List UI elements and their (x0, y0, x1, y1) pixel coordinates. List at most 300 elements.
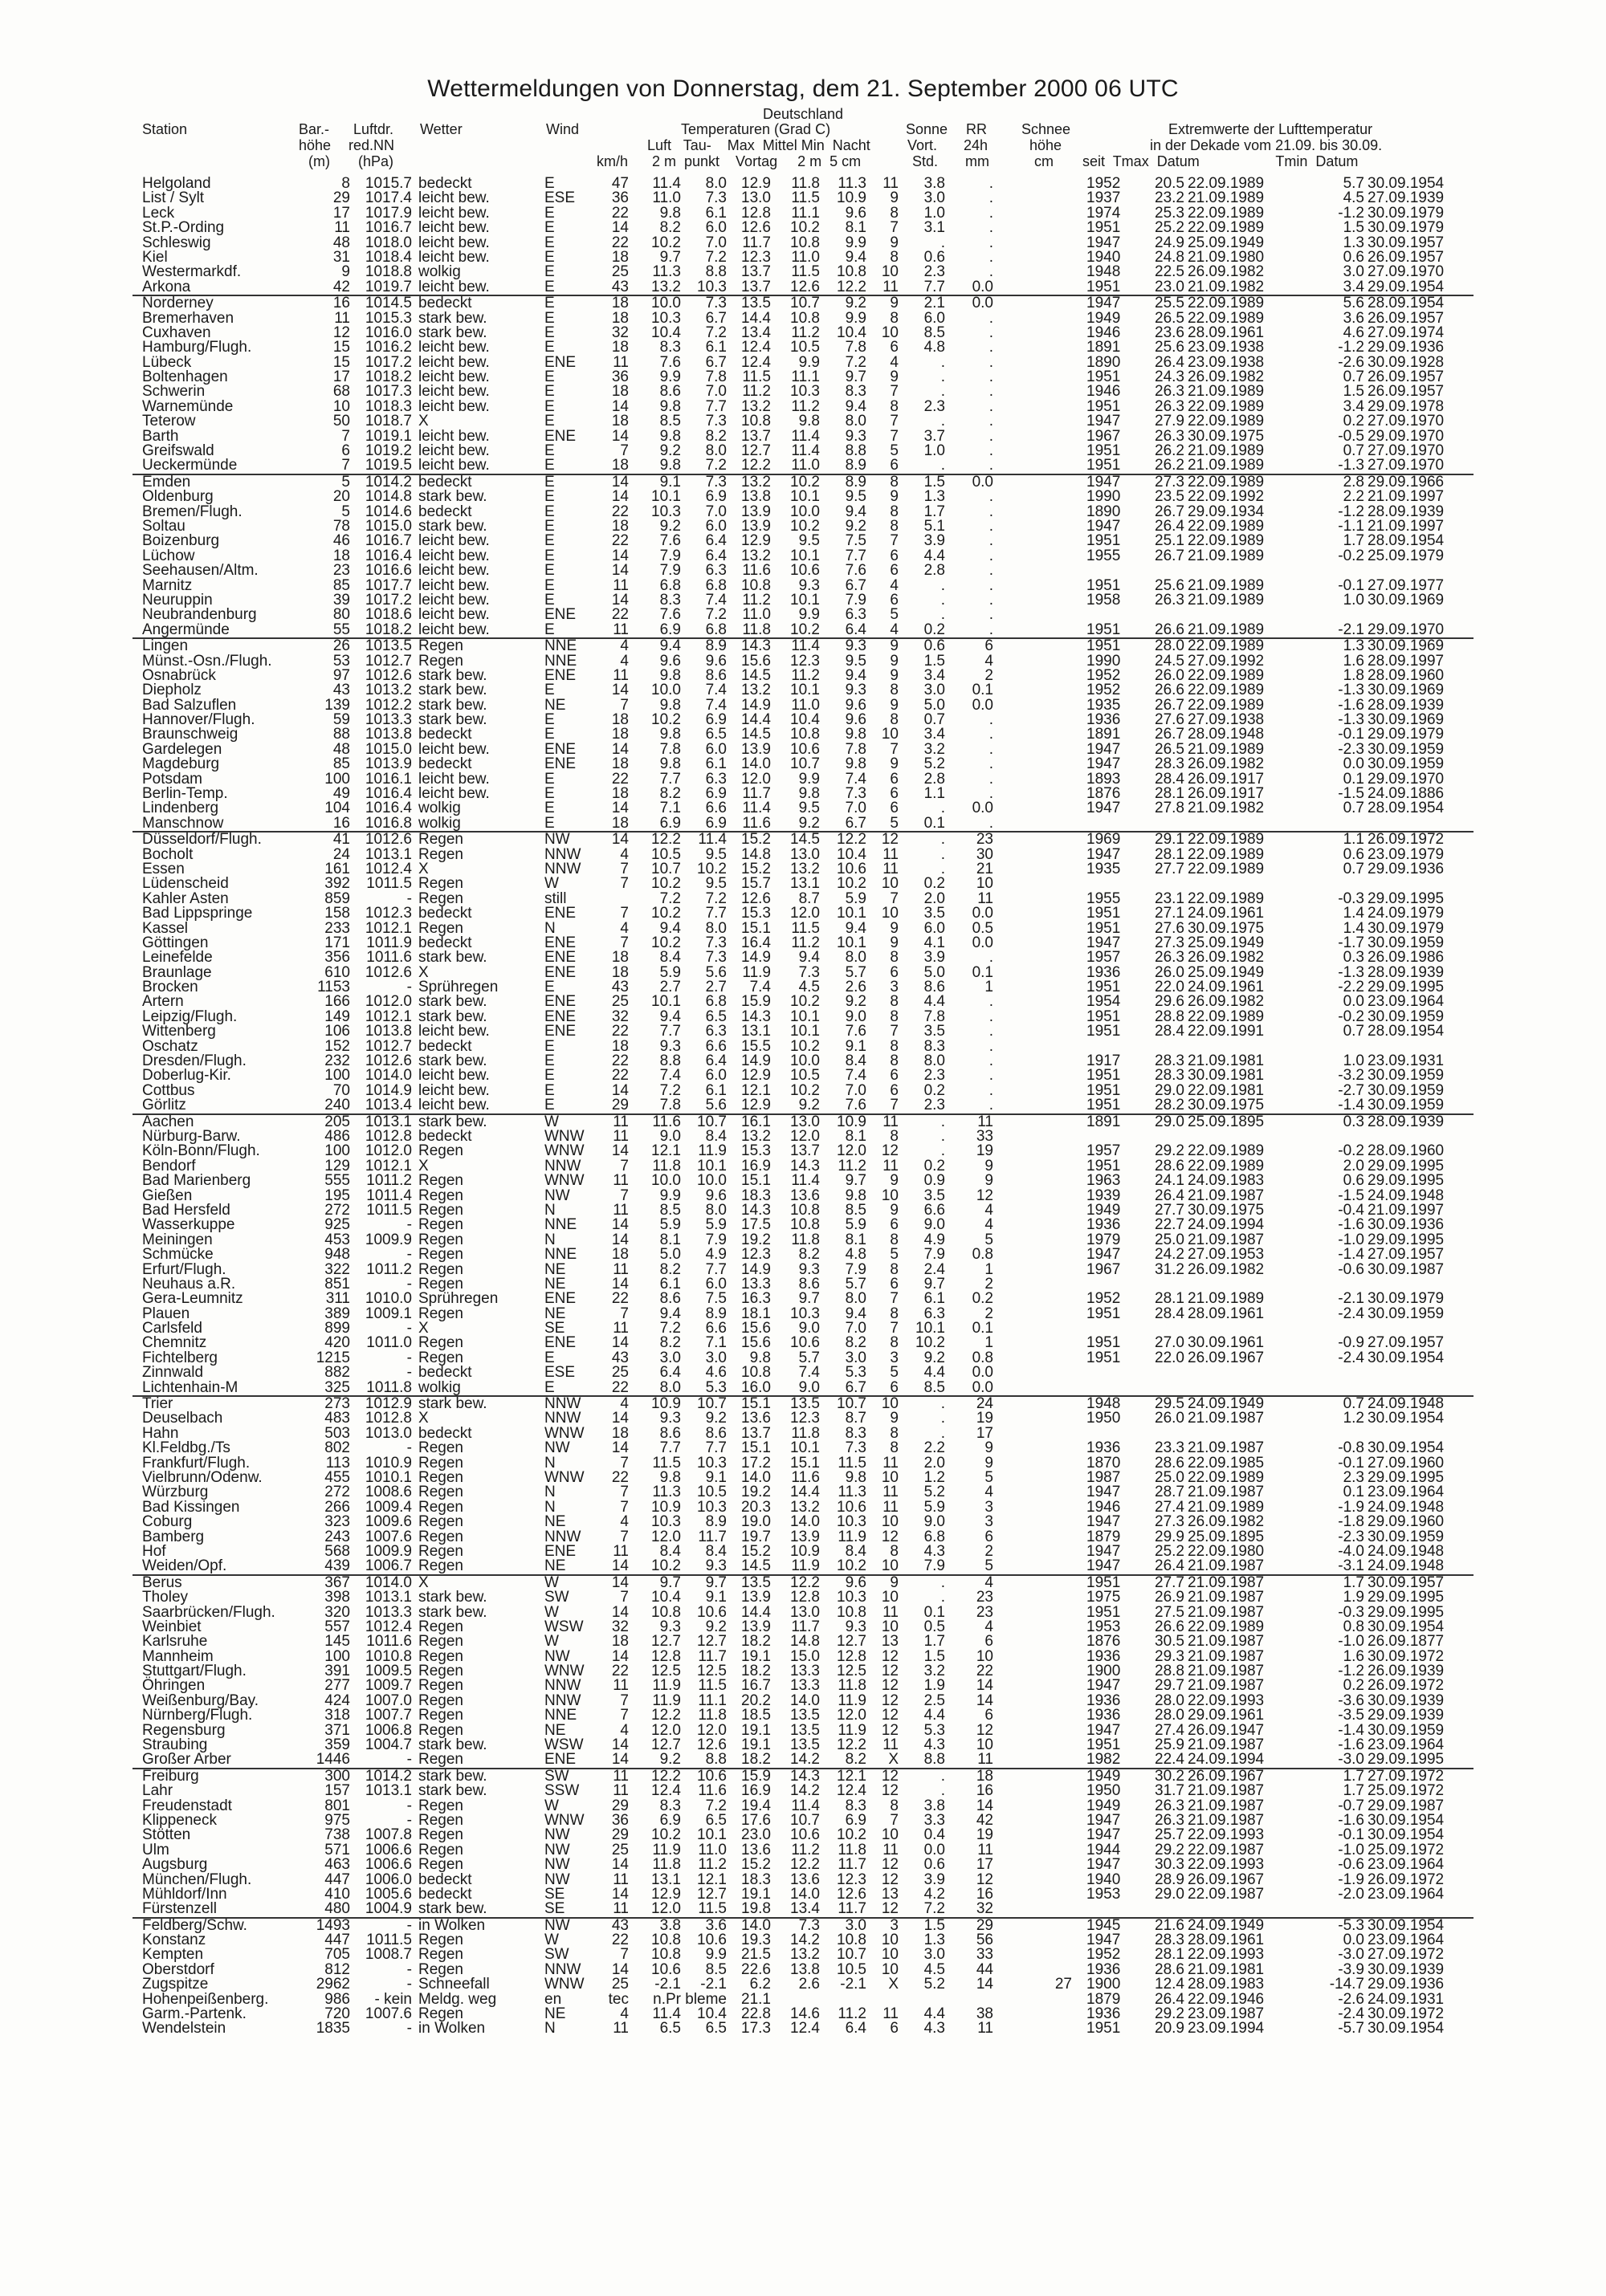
station-height: 11 (334, 309, 350, 327)
wind-speed: 18 (611, 413, 629, 430)
max-temp: 13.9 (741, 1589, 771, 1606)
air-temp: 12.8 (651, 1647, 681, 1665)
header-rr-2: 24h (964, 137, 988, 153)
tmin-record: 1.7 (1343, 1767, 1364, 1785)
night-temp-5cm: 6 (890, 1378, 899, 1396)
tmax-record: 29.2 (1155, 1142, 1184, 1160)
record-since: 1947 (1086, 1721, 1121, 1739)
pressure: 1013.1 (365, 1782, 412, 1800)
air-temp: 9.8 (659, 666, 681, 684)
pressure: 1018.2 (365, 368, 412, 386)
record-since: 1870 (1086, 1454, 1121, 1472)
tmax-date: 22.09.1989 (1188, 1142, 1265, 1160)
max-temp: 13.9 (741, 517, 771, 535)
record-since: 1893 (1086, 770, 1121, 788)
pressure: 1019.1 (365, 427, 412, 445)
station-name: Trier (142, 1395, 173, 1413)
precipitation-24h: 0.0 (972, 473, 993, 491)
sunshine-hours: 5.9 (923, 1498, 945, 1516)
precipitation-24h: 0.0 (972, 696, 993, 714)
precipitation-24h: 14 (976, 1797, 993, 1814)
pressure: 1016.8 (365, 814, 412, 832)
tmin-date: 29.09.1960 (1368, 1513, 1445, 1531)
pressure: 1013.2 (365, 682, 412, 699)
night-temp-5cm: 9 (890, 696, 899, 714)
min-temp: 12.8 (837, 1647, 866, 1665)
snow-depth: 27 (1054, 1976, 1072, 1993)
tmin-record: 0.7 (1343, 368, 1364, 386)
dew-point: 8.5 (705, 1960, 727, 1978)
night-temp-5cm: 9 (890, 1172, 899, 1190)
min-temp: 12.0 (837, 1142, 866, 1160)
dew-point: 7.2 (705, 889, 727, 907)
air-temp: 13.1 (651, 1871, 681, 1888)
weather: Regen (418, 1946, 463, 1964)
max-temp: 14.4 (741, 309, 771, 327)
precipitation-24h: 6 (984, 637, 993, 655)
wind-direction: E (544, 219, 555, 237)
tmin-record: -3.0 (1338, 1751, 1364, 1769)
station-name: Leck (142, 204, 175, 222)
precipitation-24h: 0.5 (972, 919, 993, 937)
sunshine-hours: 2.4 (923, 1260, 945, 1278)
tmin-date: 30.09.1939 (1368, 1691, 1445, 1709)
precipitation-24h: . (988, 413, 993, 430)
station-name: Arkona (142, 278, 191, 295)
pressure: 1018.6 (365, 606, 412, 624)
min-temp: 9.9 (845, 234, 866, 251)
night-temp-5cm: 3 (890, 1349, 899, 1366)
air-temp: 10.0 (651, 682, 681, 699)
mean-temp: 10.0 (790, 503, 820, 520)
wind-speed: 18 (611, 755, 629, 773)
header-temp-cols-2: 2 m punkt Vortag 2 m 5 cm (652, 153, 862, 169)
dew-point: 7.2 (705, 606, 727, 624)
tmax-record: 26.7 (1155, 503, 1184, 520)
sunshine-hours: 4.1 (923, 934, 945, 951)
wind-speed: 7 (620, 1589, 629, 1606)
pressure: 1011.0 (366, 1334, 412, 1352)
tmin-date: 24.09.1948 (1368, 1557, 1445, 1575)
sunshine-hours: 3.9 (923, 1871, 945, 1888)
record-since: 1937 (1086, 189, 1121, 207)
dew-point: 7.1 (705, 1334, 727, 1352)
station-name: Plauen (142, 1305, 190, 1322)
weather: leicht bew. (418, 204, 490, 222)
wind-direction: NW (544, 1856, 570, 1874)
station-name: Hohenpeißenberg. (142, 1990, 269, 2008)
air-temp: 8.2 (659, 785, 681, 803)
dew-point: 10.3 (697, 278, 727, 295)
dew-point: 6.3 (705, 562, 727, 580)
wind-direction: W (544, 1603, 559, 1621)
station-name: Carlsfeld (142, 1320, 202, 1337)
tmin-record: -0.2 (1338, 547, 1364, 564)
precipitation-24h: 18 (976, 1767, 993, 1785)
tmax-record: 30.5 (1155, 1633, 1184, 1651)
tmax-date: 22.09.1989 (1188, 1008, 1265, 1025)
tmin-record: -0.1 (1338, 576, 1364, 594)
sunshine-hours: 1.0 (923, 442, 945, 460)
station-name: Hannover/Flugh. (142, 711, 255, 729)
max-temp: 12.9 (741, 1097, 771, 1114)
dew-point: 6.7 (705, 353, 727, 371)
mean-temp: 9.7 (798, 1290, 820, 1308)
header-extremes: Extremwerte der Lufttemperatur (1168, 121, 1373, 137)
station-height: 948 (324, 1246, 350, 1264)
max-temp: 15.3 (741, 905, 771, 922)
max-temp: 14.4 (741, 1603, 771, 1621)
station-name: Neubrandenburg (142, 606, 257, 624)
station-height: 166 (324, 993, 350, 1011)
air-temp: 9.2 (659, 517, 681, 535)
tmin-date: 29.09.1966 (1368, 473, 1445, 491)
tmin-date: 30.09.1959 (1368, 1528, 1445, 1545)
table-row (132, 1113, 1474, 1130)
station-name: Artern (142, 993, 184, 1011)
tmax-record: 26.3 (1155, 1797, 1184, 1814)
tmax-record: 27.4 (1155, 1498, 1184, 1516)
wind-direction: ESE (544, 189, 576, 207)
night-temp-5cm: 9 (890, 919, 899, 937)
sunshine-hours: 8.6 (923, 979, 945, 996)
record-since: 1951 (1086, 1736, 1121, 1754)
header-temp-cols: Luft Tau- Max Mittel Min Nacht (647, 137, 870, 153)
tmax-record: 24.5 (1155, 652, 1184, 670)
tmax-record: 22.7 (1155, 1216, 1184, 1234)
precipitation-24h: 0.1 (972, 963, 993, 981)
station-name: Dresden/Flugh. (142, 1052, 247, 1070)
table-row (132, 1634, 1474, 1649)
max-temp: 14.5 (741, 1557, 771, 1575)
dew-point: 6.3 (705, 770, 727, 788)
air-temp: 9.8 (659, 696, 681, 714)
tmin-record: -3.1 (1338, 1557, 1364, 1575)
wind-speed: 25 (611, 1841, 629, 1858)
station-name: Gera-Leumnitz (142, 1290, 243, 1308)
min-temp: 7.0 (845, 800, 866, 817)
wind-direction: E (544, 979, 555, 996)
weather: Regen (418, 1231, 463, 1248)
night-temp-5cm: 4 (890, 576, 899, 594)
record-since: 1947 (1086, 1246, 1121, 1264)
table-row (132, 1828, 1474, 1842)
precipitation-24h: 0.0 (972, 295, 993, 312)
record-since: 1879 (1086, 1990, 1121, 2008)
dew-point: 7.2 (705, 324, 727, 341)
night-temp-5cm: 6 (890, 1275, 899, 1293)
station-name: Zinnwald (142, 1364, 204, 1382)
precipitation-24h: 12 (976, 1871, 993, 1888)
night-temp-5cm: 12 (881, 1900, 899, 1918)
record-since: 1951 (1086, 1067, 1121, 1085)
tmax-record: 28.2 (1155, 1097, 1184, 1114)
max-temp: 13.7 (741, 278, 771, 295)
station-height: 851 (324, 1275, 350, 1293)
night-temp-5cm: 8 (890, 1305, 899, 1322)
min-temp: 12.4 (837, 1782, 866, 1800)
wind-speed: 4 (620, 652, 629, 670)
weather: bedeckt (418, 1885, 472, 1903)
min-temp: 9.5 (845, 652, 866, 670)
max-temp: 19.1 (741, 1736, 771, 1754)
station-height: 88 (332, 726, 350, 743)
air-temp: 10.8 (651, 1946, 681, 1964)
precipitation-24h: 4 (984, 1216, 993, 1234)
table-row (132, 1515, 1474, 1529)
sunshine-hours: . (940, 576, 945, 594)
precipitation-24h: . (988, 353, 993, 371)
max-temp: 18.1 (741, 1305, 771, 1322)
wind-direction: still (544, 889, 567, 907)
max-temp: 13.5 (741, 295, 771, 312)
wind-direction: en (544, 1990, 562, 2008)
night-temp-5cm: 10 (881, 1513, 899, 1531)
dew-point: 10.0 (697, 1172, 727, 1190)
weather: Sprühregen (418, 1290, 499, 1308)
weather: Regen (418, 1439, 463, 1457)
sunshine-hours: 3.4 (923, 666, 945, 684)
station-name: Öhringen (142, 1677, 206, 1695)
precipitation-24h: . (988, 621, 993, 638)
mean-temp: 11.5 (791, 919, 820, 937)
dew-point: 9.6 (705, 652, 727, 670)
weather: bedeckt (418, 295, 472, 312)
precipitation-24h: 5 (984, 1557, 993, 1575)
pressure: 1012.0 (365, 1142, 412, 1160)
tmin-date: 23.09.1979 (1368, 845, 1445, 863)
mean-temp: 9.2 (798, 814, 820, 832)
precipitation-24h: 23 (976, 1603, 993, 1621)
table-row (132, 474, 1474, 490)
dew-point: 7.3 (705, 949, 727, 967)
wind-direction: NNW (544, 1395, 581, 1413)
tmax-date: 30.09.1975 (1188, 919, 1265, 937)
max-temp: 13.9 (741, 1618, 771, 1635)
tmin-date: 29.09.1995 (1368, 1172, 1445, 1190)
station-height: 323 (324, 1513, 350, 1531)
air-temp: 7.9 (659, 547, 681, 564)
max-temp: 16.7 (741, 1677, 771, 1695)
wind-direction: ESE (544, 1364, 576, 1382)
wind-direction: NNE (544, 1246, 577, 1264)
air-temp: 9.9 (659, 1187, 681, 1204)
pressure: 1011.8 (366, 1378, 412, 1396)
max-temp: 14.5 (741, 726, 771, 743)
mean-temp: 11.4 (791, 1797, 820, 1814)
min-temp: 11.8 (838, 1841, 866, 1858)
station-height: 9 (341, 263, 350, 281)
tmin-record: 3.6 (1343, 309, 1364, 327)
table-row (132, 564, 1474, 578)
max-temp: 13.5 (741, 1573, 771, 1591)
weather: Regen (418, 1260, 463, 1278)
dew-point: 11.5 (698, 1900, 727, 1918)
tmin-date: 28.09.1997 (1368, 652, 1445, 670)
sunshine-hours: 3.8 (923, 1797, 945, 1814)
precipitation-24h: 14 (976, 1976, 993, 1993)
precipitation-24h: . (988, 324, 993, 341)
tmin-date: 30.09.1972 (1368, 2005, 1445, 2023)
mean-temp: 7.4 (798, 1364, 820, 1382)
weather: Regen (418, 1797, 463, 1814)
tmin-record: -4.0 (1338, 1542, 1364, 1560)
tmin-date: 28.09.1939 (1368, 696, 1445, 714)
tmin-record: -1.3 (1338, 682, 1364, 699)
record-since: 1950 (1086, 1410, 1121, 1427)
dew-point: 11.1 (698, 1691, 727, 1709)
station-name: Barth (142, 427, 179, 445)
air-temp: 7.4 (659, 1067, 681, 1085)
tmax-record: 28.3 (1155, 1932, 1184, 1949)
sunshine-hours: 0.5 (923, 1618, 945, 1635)
mean-temp: 9.5 (798, 532, 820, 550)
dew-point: 9.5 (705, 845, 727, 863)
dew-point: 7.2 (705, 248, 727, 266)
dew-point: 7.3 (705, 473, 727, 491)
station-height: 100 (324, 770, 350, 788)
wind-speed: 14 (611, 591, 629, 609)
night-temp-5cm: 8 (890, 1260, 899, 1278)
max-temp: 15.3 (741, 1142, 771, 1160)
precipitation-24h: . (988, 339, 993, 356)
tmax-record: 28.0 (1155, 1707, 1184, 1724)
station-height: 391 (324, 1663, 350, 1680)
min-temp: 11.3 (838, 175, 866, 192)
air-temp: 12.0 (651, 1528, 681, 1545)
min-temp: 8.9 (845, 457, 866, 474)
tmin-record: 0.7 (1343, 1023, 1364, 1040)
precipitation-24h: 16 (976, 1885, 993, 1903)
record-since: 1954 (1086, 993, 1121, 1011)
min-temp: 9.6 (845, 696, 866, 714)
tmax-record: 28.0 (1155, 1691, 1184, 1709)
station-name: Fürstenzell (142, 1900, 217, 1918)
header-bar-2: höhe (299, 137, 332, 153)
sunshine-hours: 2.3 (923, 1097, 945, 1114)
tmin-record: -1.0 (1338, 1841, 1364, 1858)
table-row (132, 816, 1474, 831)
tmin-record: -0.1 (1338, 726, 1364, 743)
station-height: 882 (324, 1364, 350, 1382)
station-height: 10 (332, 397, 350, 415)
precipitation-24h: . (988, 234, 993, 251)
wind-direction: NE (544, 1275, 566, 1293)
precipitation-24h: . (988, 740, 993, 758)
night-temp-5cm: 8 (890, 1052, 899, 1070)
dew-point: 9.5 (705, 875, 727, 893)
wind-direction: W (544, 1573, 559, 1591)
tmax-date: 21.09.1989 (1188, 189, 1265, 207)
sunshine-hours: 3.8 (923, 175, 945, 192)
sunshine-hours: 9.7 (923, 1275, 945, 1293)
sunshine-hours: 7.8 (923, 1008, 945, 1025)
sunshine-hours: 4.4 (923, 1707, 945, 1724)
tmax-record: 28.8 (1155, 1663, 1184, 1680)
wind-direction: W (544, 1633, 559, 1651)
station-name: Hahn (142, 1424, 179, 1442)
precipitation-24h: . (988, 576, 993, 594)
night-temp-5cm: 6 (890, 591, 899, 609)
max-temp: 13.2 (741, 1128, 771, 1145)
station-name: Lüdenscheid (142, 875, 229, 893)
min-temp: 9.8 (845, 755, 866, 773)
tmax-record: 26.4 (1155, 1557, 1184, 1575)
record-since: 1951 (1086, 1305, 1121, 1322)
min-temp: 9.4 (845, 248, 866, 266)
sunshine-hours: . (940, 800, 945, 817)
wind-speed: 14 (611, 1081, 629, 1099)
table-row (132, 1024, 1474, 1039)
precipitation-24h: 6 (984, 1633, 993, 1651)
station-height: 15 (332, 353, 350, 371)
precipitation-24h: 9 (984, 1454, 993, 1472)
dew-point: 9.6 (705, 1187, 727, 1204)
night-temp-5cm: 10 (881, 1826, 899, 1844)
min-temp: 10.9 (837, 189, 866, 207)
station-height: 5 (341, 503, 350, 520)
tmax-record: 22.0 (1155, 979, 1184, 996)
wind-speed: 22 (611, 606, 629, 624)
table-row (132, 877, 1474, 891)
min-temp: 4.8 (845, 1246, 866, 1264)
mean-temp: 10.9 (790, 1542, 820, 1560)
record-since: 1949 (1086, 1797, 1121, 1814)
min-temp: 12.2 (837, 1736, 866, 1754)
wind-speed: 14 (611, 473, 629, 491)
max-temp: 17.3 (741, 2020, 771, 2037)
min-temp: 12.5 (837, 1663, 866, 1680)
tmax-date: 25.09.1949 (1188, 963, 1265, 981)
wind-direction: W (544, 1113, 559, 1130)
max-temp: 15.1 (741, 919, 771, 937)
min-temp: 12.2 (837, 831, 866, 849)
max-temp: 10.8 (741, 1364, 771, 1382)
tmin-date: 26.09.1957 (1368, 368, 1445, 386)
wind-speed: 11 (613, 621, 629, 638)
wind-direction: ENE (544, 1334, 577, 1352)
mean-temp: 11.4 (791, 1172, 820, 1190)
record-since: 1939 (1086, 1187, 1121, 1204)
pressure: 1013.5 (365, 637, 412, 655)
night-temp-5cm: 8 (890, 309, 899, 327)
max-temp: 14.0 (741, 1468, 771, 1486)
record-since: 1953 (1086, 1885, 1121, 1903)
tmax-record: 24.1 (1155, 1172, 1184, 1190)
dew-point: 11.4 (698, 831, 727, 849)
station-name: Würzburg (142, 1484, 209, 1501)
wind-speed: 32 (611, 1008, 629, 1025)
tmax-date: 22.09.1989 (1188, 845, 1265, 863)
tmin-record: -1.0 (1338, 1633, 1364, 1651)
wind-direction: E (544, 295, 555, 312)
precipitation-24h: 10 (976, 1647, 993, 1665)
station-name: Boltenhagen (142, 368, 228, 386)
dew-point: 7.7 (705, 1439, 727, 1457)
tmax-date: 21.09.1982 (1188, 800, 1265, 817)
tmin-record: -2.6 (1338, 1990, 1364, 2008)
weather: Regen (418, 1663, 463, 1680)
wind-direction: ENE (544, 755, 577, 773)
sunshine-hours: 9.0 (923, 1513, 945, 1531)
weather: stark bew. (418, 666, 487, 684)
header-bar-3: (m) (308, 153, 330, 169)
mean-temp: 13.5 (790, 1707, 820, 1724)
wind-speed: 14 (611, 1603, 629, 1621)
station-name: Fichtelberg (142, 1349, 218, 1366)
dew-point: 7.0 (705, 383, 727, 401)
tmin-date: 24.09.1979 (1368, 905, 1445, 922)
